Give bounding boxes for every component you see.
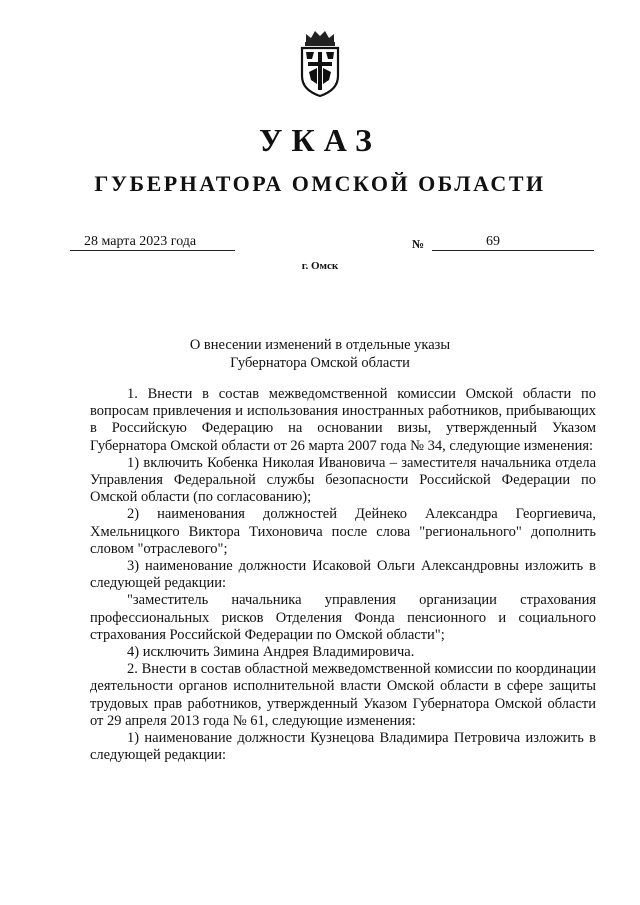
subject-line-2: Губернатора Омской области	[230, 355, 410, 371]
document-body	[90, 386, 596, 764]
number-label: №	[412, 237, 425, 251]
document-number: 69	[432, 234, 594, 251]
paragraph: 1) наименование должности Кузнецова Владимира Петровича изложить в следующей редакции:	[90, 730, 596, 764]
paragraph: 3) наименование должности Исаковой Ольги Александровны изложить в следующей редакции:	[90, 558, 596, 592]
document-subtitle: ГУБЕРНАТОРА ОМСКОЙ ОБЛАСТИ	[94, 171, 546, 196]
paragraph: 2) наименования должностей Дейнеко Александра Георгиевича, Хмельницкого Виктора Тихоновича после слова "регионального" дополнить словом "отраслевого";	[90, 506, 596, 557]
paragraph: 1) включить Кобенка Николая Ивановича – заместителя начальника отдела Управления Федеральной службы безопасности Российской Федерации по Омской области (по согласованию);	[90, 454, 596, 506]
subject-line-1: О внесении изменений в отдельные указы	[189, 337, 451, 353]
city: г. Омск	[301, 260, 339, 272]
document-subject	[0, 336, 640, 372]
paragraph: 4) исключить Зимина Андрея Владимировича.	[127, 644, 415, 661]
paragraph: 1. Внести в состав межведомственной комиссии Омской области по вопросам привлечения и использования иностранных работников, прибывающих в Российскую Федерацию на основании визы, утвержденный Указом Губернатора Омской области от 26 марта 2007 года № 34, следующие изменения:	[90, 386, 596, 454]
document-date: 28 марта 2023 года	[70, 234, 235, 251]
paragraph: "заместитель начальника управления организации страхования профессиональных рисков Отделения Фонда пенсионного и социального страхования Российской Федерации по Омской области";	[90, 592, 596, 643]
document-title: УКАЗ	[259, 122, 381, 158]
coat-of-arms-icon	[297, 28, 343, 98]
paragraph: 2. Внести в состав областной межведомственной комиссии по координации деятельности органов исполнительной власти Омской области в сфере защиты трудовых прав работников, утвержденный Указом Губернатора Омской области от 29 апреля 2013 года № 61, следующие изменения:	[90, 661, 596, 729]
